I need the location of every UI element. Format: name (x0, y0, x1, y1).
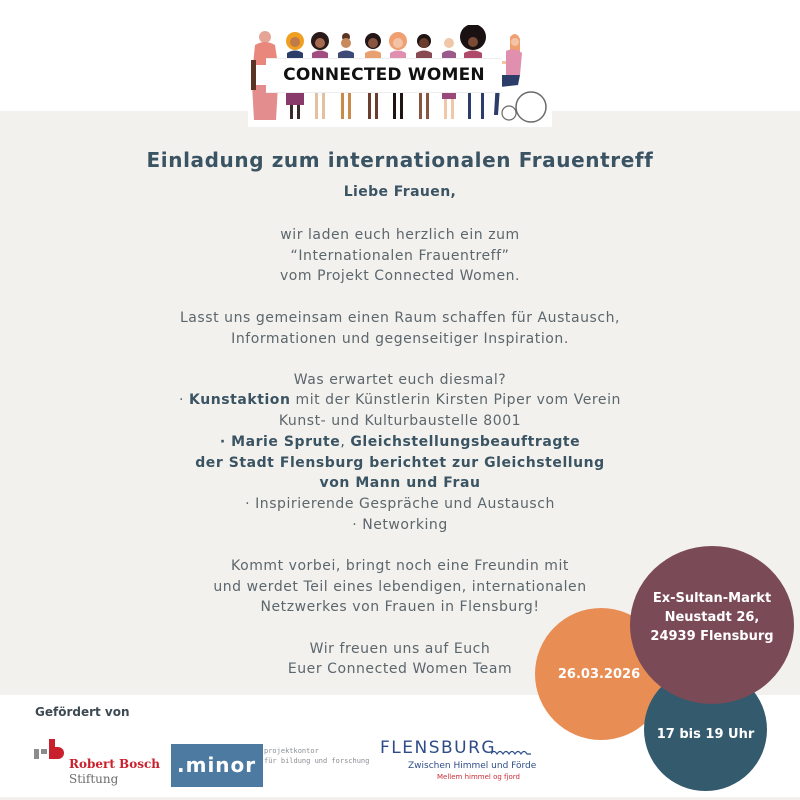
bullet: · (179, 392, 190, 408)
program-heading: Was erwartet euch diesmal? (293, 372, 507, 388)
minor-tagline-1: projektkontor (264, 747, 319, 755)
connected-women-banner (248, 25, 552, 127)
signoff-line-2: Euer Connected Women Team (287, 661, 513, 677)
program-item-art-title: Kunstaktion (189, 392, 291, 408)
minor-name: .minor (177, 753, 257, 777)
purpose-line-2: Informationen und gegenseitiger Inspiration. (231, 331, 569, 347)
sponsor-label: Gefördert von (35, 705, 130, 719)
event-location (650, 590, 774, 650)
banner-title: CONNECTED WOMEN (283, 65, 485, 85)
minor-tagline (264, 746, 369, 766)
greeting: Liebe Frauen, (343, 184, 457, 200)
flensburg-logo (378, 738, 538, 788)
program-item-art (0, 392, 800, 408)
page-title: Einladung zum internationalen Frauentreff (146, 148, 654, 172)
event-location-badge (630, 546, 794, 704)
rbs-sub: Stiftung (69, 772, 119, 786)
minor-tagline-2: für bildung und forschung (264, 757, 370, 765)
location-venue: Ex-Sultan-Markt (652, 590, 772, 606)
location-street: Neustadt 26, (664, 609, 760, 625)
closing-line-1: Kommt vorbei, bringt noch eine Freundin mit (231, 558, 569, 574)
comma: , (340, 434, 351, 450)
program-item-art-desc: mit der Künstlerin Kirsten Piper vom Verein (290, 392, 621, 408)
flensburg-tagline-dk: Mellem himmel og fjord (437, 773, 520, 781)
program-item-networking: · Networking (352, 517, 448, 533)
program-item-speaker-line3: von Mann und Frau (319, 475, 481, 491)
speaker-role: Gleichstellungsbeauftragte (350, 434, 581, 450)
speaker-name: Marie Sprute (231, 434, 341, 450)
program-item-speaker-line2: der Stadt Flensburg berichtet zur Gleichstellung (195, 455, 605, 471)
program-item-conversations: · Inspirierende Gespräche und Austausch (245, 496, 555, 512)
wave-icon (491, 748, 531, 756)
event-date: 26.03.2026 (557, 666, 641, 682)
closing-line-2: und werdet Teil eines lebendigen, internationalen (213, 579, 587, 595)
rbs-logo-mark (34, 749, 39, 759)
closing-line-3: Netzwerkes von Frauen in Flensburg! (260, 599, 540, 615)
robert-bosch-stiftung-logo (34, 737, 164, 787)
flensburg-tagline-de: Zwischen Himmel und Förde (408, 761, 537, 771)
purpose-line-1: Lasst uns gemeinsam einen Raum schaffen für Austausch, (179, 310, 621, 326)
minor-logo (171, 744, 263, 787)
signoff-line-1: Wir freuen uns auf Euch (309, 641, 491, 657)
rbs-logo-mark (41, 749, 47, 754)
intro-line-3: vom Projekt Connected Women. (279, 268, 521, 284)
flensburg-name: FLENSBURG (380, 738, 497, 758)
rbs-logo-mark (55, 747, 64, 759)
program-item-speaker (0, 434, 800, 450)
bullet: · (219, 434, 232, 450)
intro-line-2: “Internationalen Frauentreff” (290, 248, 510, 264)
location-city: 24939 Flensburg (650, 628, 774, 644)
event-time: 17 bis 19 Uhr (656, 727, 755, 742)
rbs-name: Robert Bosch (69, 757, 160, 771)
program-item-art-line2: Kunst- und Kulturbaustelle 8001 (278, 413, 522, 429)
intro-line-1: wir laden euch herzlich ein zum (280, 227, 520, 243)
